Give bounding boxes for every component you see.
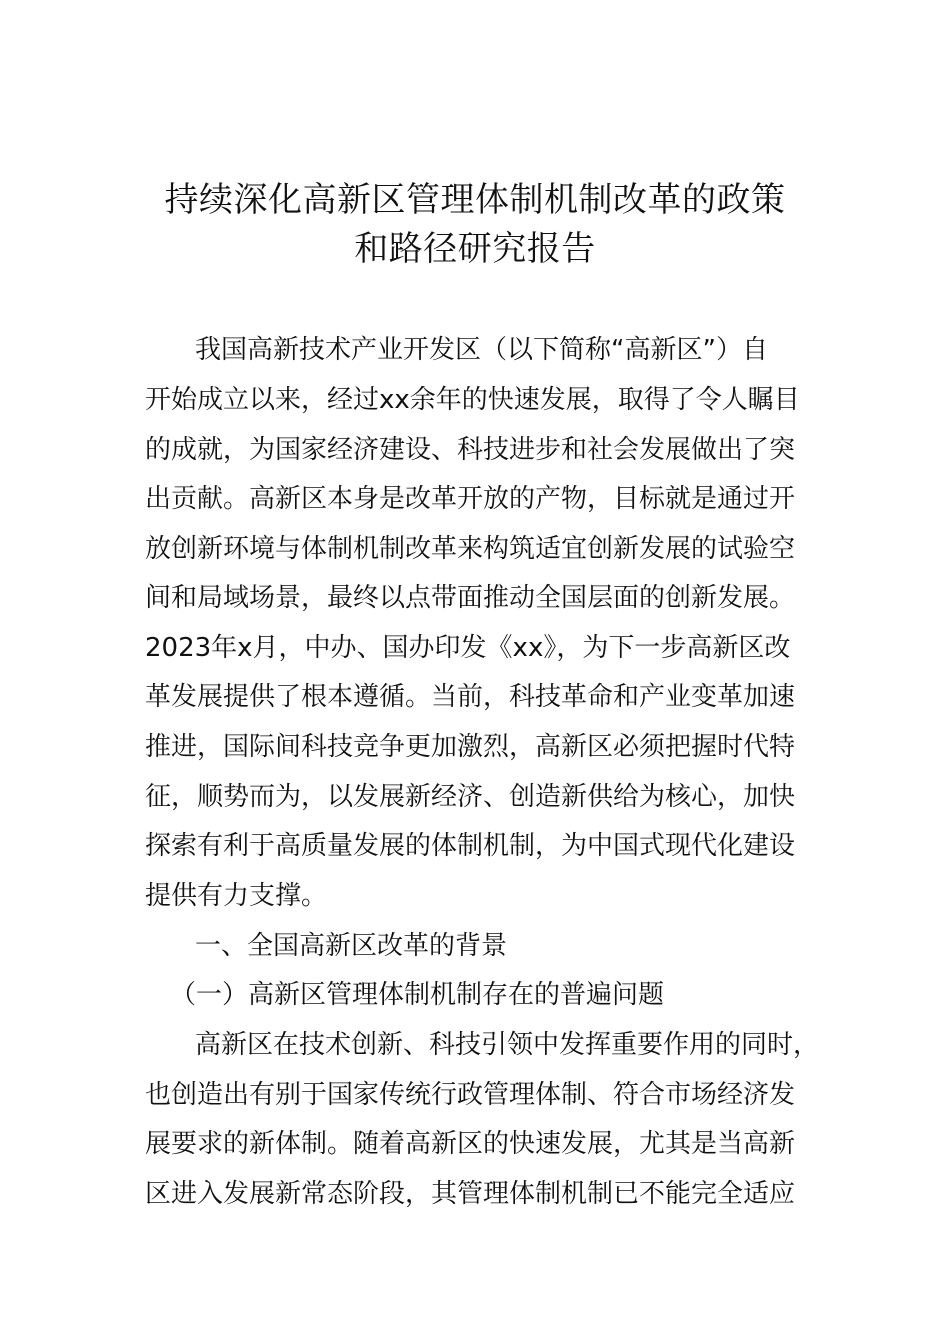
paragraph-line: 放创新环境与体制机制改革来构筑适宜创新发展的试验空 <box>145 534 796 564</box>
paragraph-line: 革发展提供了根本遵循。当前，科技革命和产业变革加速 <box>145 682 796 712</box>
subsection-heading: （一）高新区管理体制机制存在的普遍问题 <box>170 980 665 1010</box>
paragraph-line: 也创造出有别于国家传统行政管理体制、符合市场经济发 <box>145 1080 796 1110</box>
paragraph-line: 高新区在技术创新、科技引领中发挥重要作用的同时， <box>195 1030 820 1060</box>
paragraph-line: 探索有利于高质量发展的体制机制，为中国式现代化建设 <box>145 831 796 861</box>
section-heading: 一、全国高新区改革的背景 <box>195 931 508 961</box>
paragraph-line: 间和局域场景，最终以点带面推动全国层面的创新发展。 <box>145 583 796 613</box>
paragraph-line: 出贡献。高新区本身是改革开放的产物，目标就是通过开 <box>145 484 796 514</box>
document-title-line-1: 持续深化高新区管理体制机制改革的政策 <box>164 180 786 220</box>
paragraph-line: 的成就，为国家经济建设、科技进步和社会发展做出了突 <box>145 435 796 465</box>
paragraph-line: 区进入发展新常态阶段，其管理体制机制已不能完全适应 <box>145 1179 796 1209</box>
paragraph-line: 2023年x月，中办、国办印发《xx》，为下一步高新区改 <box>145 633 791 663</box>
paragraph-line: 我国高新技术产业开发区（以下简称“高新区”）自 <box>195 335 768 365</box>
paragraph-line: 开始成立以来，经过xx余年的快速发展，取得了令人瞩目 <box>145 385 800 415</box>
paragraph-line: 推进，国际间科技竞争更加激烈，高新区必须把握时代特 <box>145 732 796 762</box>
paragraph-line: 提供有力支撑。 <box>145 881 328 911</box>
paragraph-line: 展要求的新体制。随着高新区的快速发展，尤其是当高新 <box>145 1129 796 1159</box>
paragraph-line: 征，顺势而为，以发展新经济、创造新供给为核心，加快 <box>145 782 796 812</box>
document-title-line-2: 和路径研究报告 <box>354 229 596 269</box>
